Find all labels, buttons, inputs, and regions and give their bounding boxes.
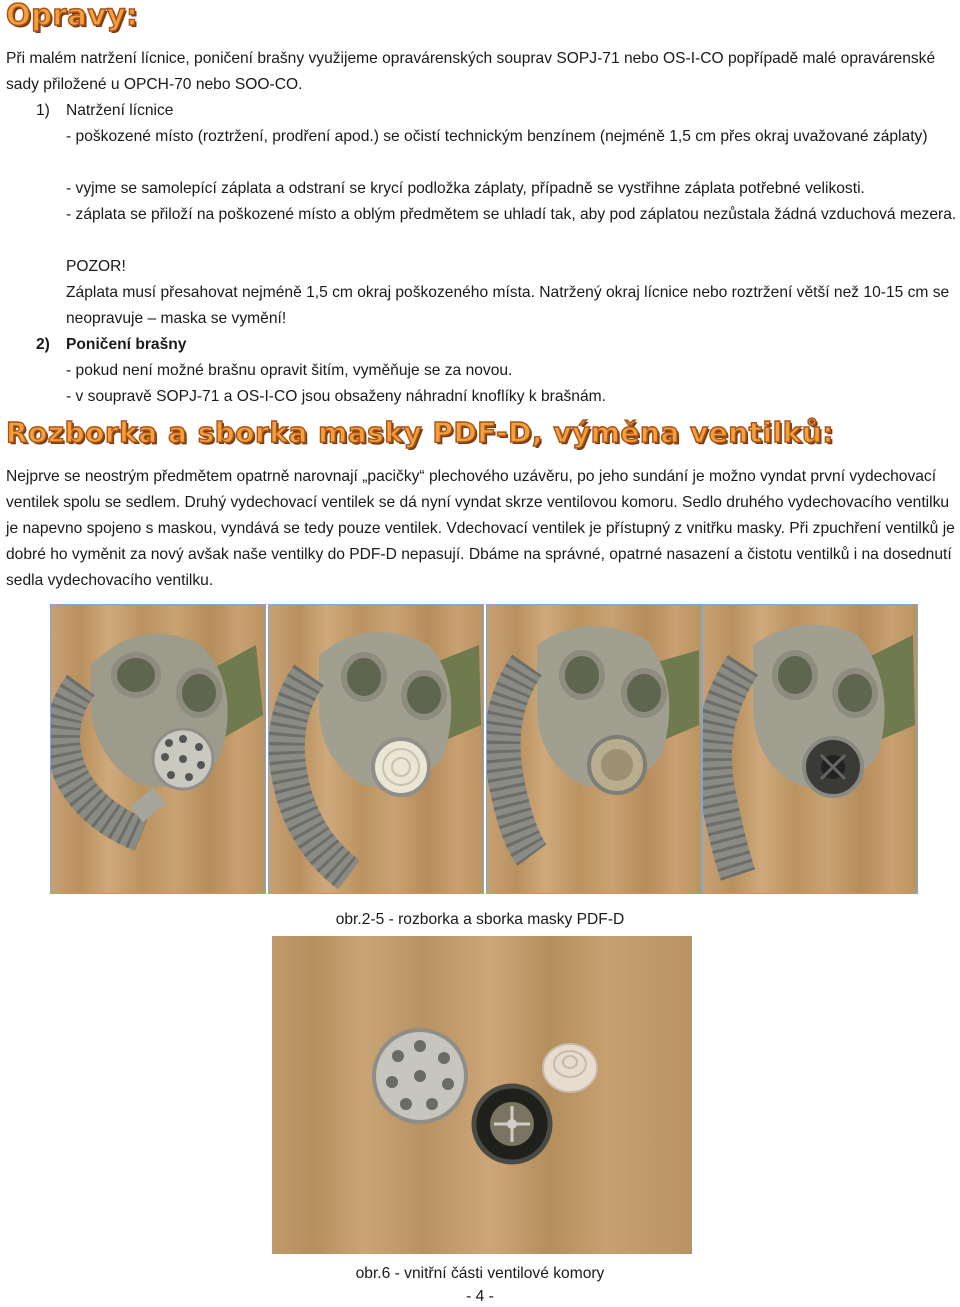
disassembly-text: Nejprve se neostrým předmětem opatrně narovnají „pacičky“ plechového uzávěru, po jeho sundání je možno vyndat první vydechovací ventilek spolu se sedlem. Druhý vydechovací ventilek se dá nyní vyndat skrze ventilovou komoru. Sedlo druhého vydechovacího ventilku je napevno spojeno s maskou, vyndává se tedy pouze ventilek. Vdechovací ventilek je přístupný z vnitřku masky. Při zpuchření ventilků je dobré ho vyměnit za nový avšak naše ventilky do PDF-D nepasují. Dbáme na správné, opatrné nasazení a čistotu ventilků i na dosednutí sedla vydechovacího ventilku. [6, 468, 955, 589]
item1-warning-text: Záplata musí přesahovat nejméně 1,5 cm okraj poškozeného místa. Natržený okraj lícnice nebo roztržení větší než 10-15 cm se neopravuje – maska se vymění! [66, 284, 950, 327]
item1-warning: POZOR! [66, 258, 126, 275]
page-number: - 4 - [466, 1288, 494, 1305]
item2-number: 2) [36, 336, 50, 353]
disassembly-heading: Rozborka a sborka masky PDF-D, výměna ventilků: [6, 416, 834, 449]
photo-mask-step-5 [702, 604, 918, 894]
photo-mask-step-2 [50, 604, 266, 894]
item1-line-1: - poškozené místo (roztržení, prodření apod.) se očistí technickým benzínem (nejméně 1,5 cm přes okraj uvažované záplaty) [66, 128, 928, 145]
photo-mask-step-4 [486, 604, 702, 894]
photo-mask-step-3 [268, 604, 484, 894]
repairs-heading: Opravy: [6, 0, 139, 32]
photo-valve-chamber-parts [272, 936, 692, 1254]
item2-line-1: - pokud není možné brašnu opravit šitím, vyměňuje se za novou. [66, 362, 513, 379]
item1-title: Natržení lícnice [66, 102, 174, 119]
item2-title: Poničení brašny [66, 336, 187, 353]
figure-caption-2-5: obr.2-5 - rozborka a sborka masky PDF-D [335, 911, 625, 928]
item1-line-2: - vyjme se samolepící záplata a odstraní se krycí podložka záplaty, případně se vystřihne záplata potřebné velikosti. [66, 180, 865, 197]
item1-line-3: - záplata se přiloží na poškozené místo a oblým předmětem se uhladí tak, aby pod záplatou nezůstala žádná vzduchová mezera. [66, 206, 957, 223]
item2-line-2: - v soupravě SOPJ-71 a OS-I-CO jsou obsaženy náhradní knoflíky k brašnám. [66, 388, 606, 405]
figure-caption-6: obr.6 - vnitřní části ventilové komory [355, 1265, 605, 1282]
repairs-intro: Při malém natržení lícnice, poničení brašny využijeme opravárenských souprav SOPJ-71 nebo OS-I-CO popřípadě malé opravárenské sady přiložené u OPCH-70 nebo SOO-CO. [6, 50, 936, 93]
item1-number: 1) [36, 102, 50, 119]
